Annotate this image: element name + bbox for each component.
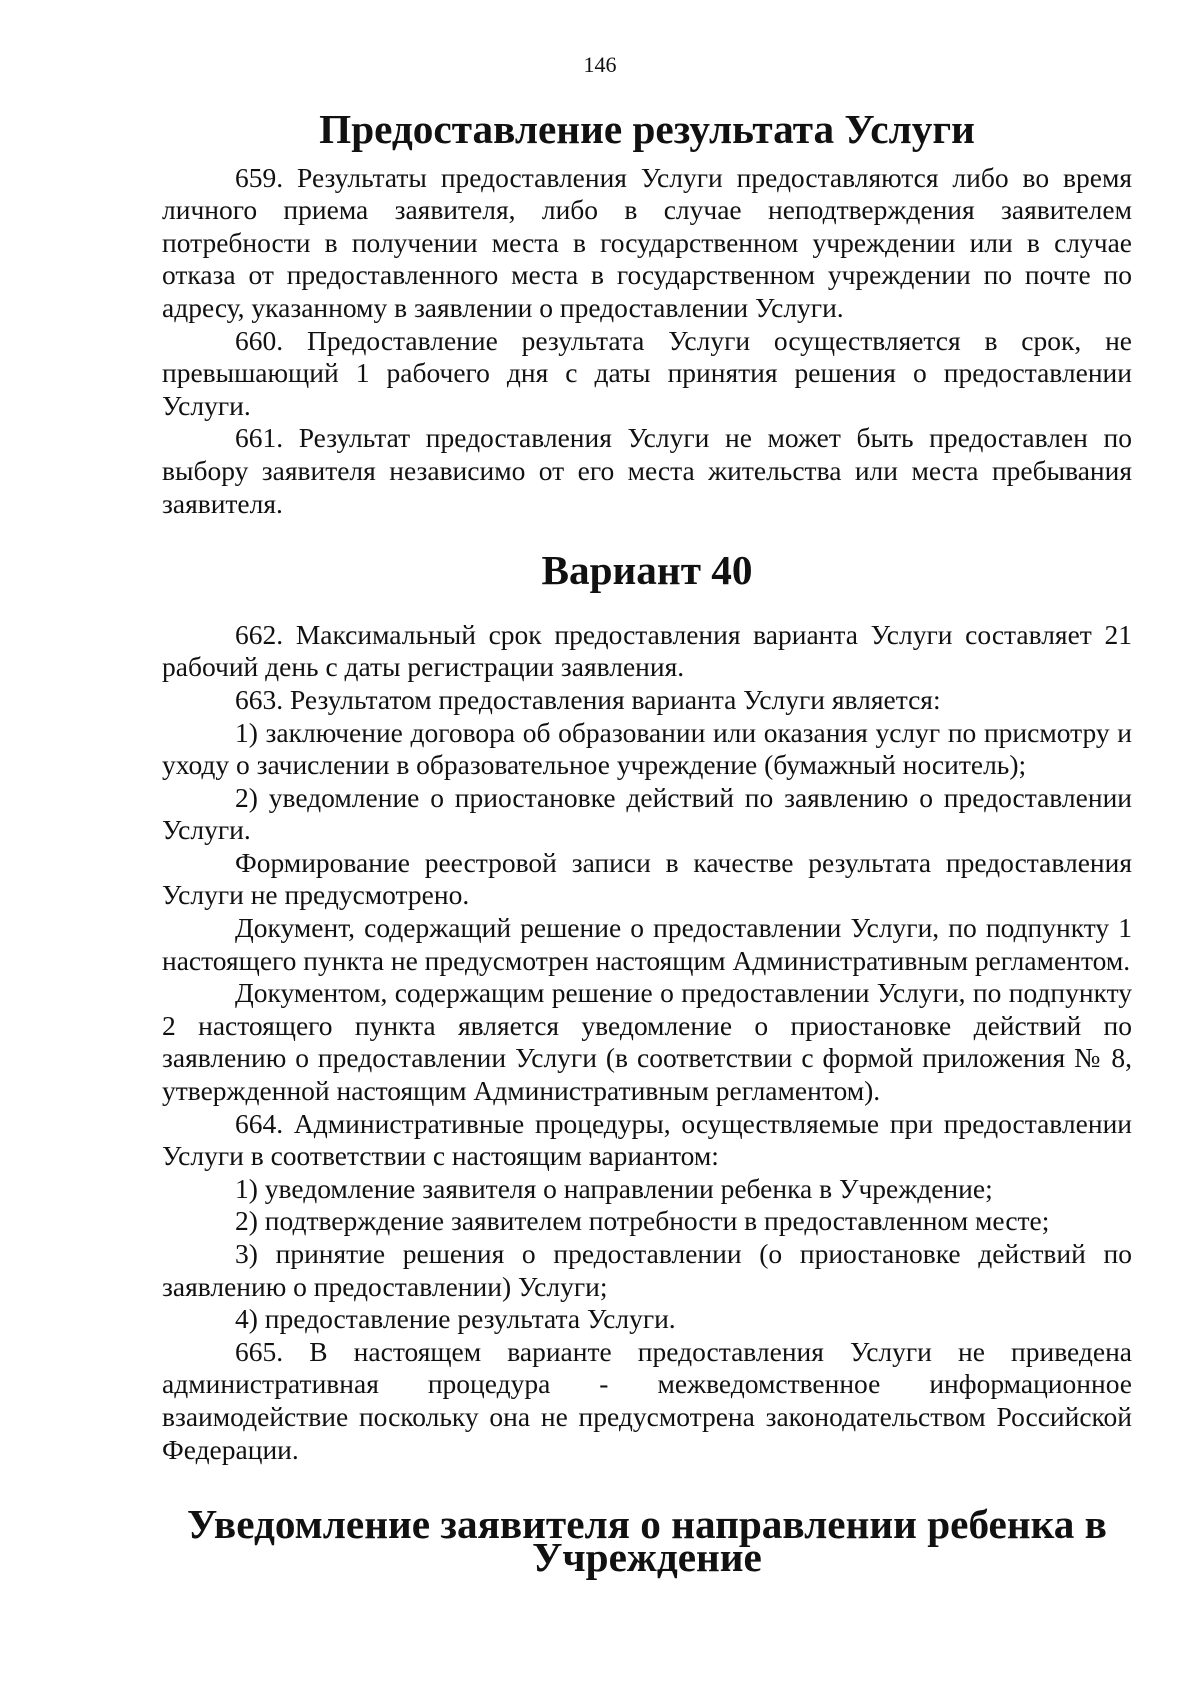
paragraph-664-item-1: 1) уведомление заявителя о направлении ребенка в Учреждение; bbox=[235, 1172, 993, 1204]
paragraph-document-sub1: Документ, содержащий решение о предоставлении Услуги, по подпункту 1 настоящего пункта не предусмотрен настоящим Административным регламентом. bbox=[162, 912, 1132, 976]
paragraph-registry-note: Формирование реестровой записи в качестве результата предоставления Услуги не предусмотрено. bbox=[162, 846, 1132, 911]
paragraph-document-sub2: Документом, содержащим решение о предоставлении Услуги, по подпункту 2 настоящего пункта является уведомление о приостановке действий по заявлению о предоставлении Услуги (в соответствии с формой приложения № 8, утвержденной настоящим Административным регламентом). bbox=[162, 977, 1132, 1107]
paragraph-662: 662. Максимальный срок предоставления варианта Услуги составляет 21 рабочий день с даты регистрации заявления. bbox=[162, 618, 1132, 683]
paragraph-664-item-4: 4) предоставление результата Услуги. bbox=[235, 1303, 676, 1335]
paragraph-661: 661. Результат предоставления Услуги не может быть предоставлен по выбору заявителя независимо от его места жительства или места пребывания заявителя. bbox=[162, 422, 1132, 519]
paragraph-663-item-2: 2) уведомление о приостановке действий по заявлению о предоставлении Услуги. bbox=[162, 781, 1132, 846]
section-heading-variant-40: Вариант 40 bbox=[541, 547, 753, 594]
paragraph-660: 660. Предоставление результата Услуги осуществляется в срок, не превышающий 1 рабочего дня с даты принятия решения о предоставлении Услуги. bbox=[162, 324, 1132, 421]
paragraph-664-item-3: 3) принятие решения о предоставлении (о приостановке действий по заявлению о предоставлении) Услуги; bbox=[162, 1238, 1132, 1302]
paragraph-663-item-1: 1) заключение договора об образовании или оказания услуг по присмотру и уходу о зачислении в образовательное учреждение (бумажный носитель); bbox=[162, 716, 1132, 781]
page-number: 146 bbox=[583, 52, 617, 77]
paragraph-663: 663. Результатом предоставления варианта Услуги является: bbox=[235, 683, 941, 715]
paragraph-659: 659. Результаты предоставления Услуги предоставляются либо во время личного приема заявителя, либо в случае неподтверждения заявителем потребности в получении места в государственном учреждении или в случае отказа от предоставленного места в государственном учреждении по почте по адресу, указанному в заявлении о предоставлении Услуги. bbox=[162, 161, 1132, 323]
document-body bbox=[162, 106, 1132, 1580]
paragraph-664: 664. Административные процедуры, осуществляемые при предоставлении Услуги в соответствии с настоящим вариантом: bbox=[162, 1107, 1132, 1172]
paragraph-664-item-2: 2) подтверждение заявителем потребности в предоставленном месте; bbox=[235, 1205, 1050, 1237]
section-heading-notification: Уведомление заявителя о направлении ребенка в Учреждение bbox=[187, 1501, 1107, 1580]
paragraph-665: 665. В настоящем варианте предоставления Услуги не приведена административная процедура - межведомственное информационное взаимодействие поскольку она не предусмотрена законодательством Российской Федерации. bbox=[162, 1335, 1132, 1465]
section-heading-result: Предоставление результата Услуги bbox=[319, 106, 975, 152]
